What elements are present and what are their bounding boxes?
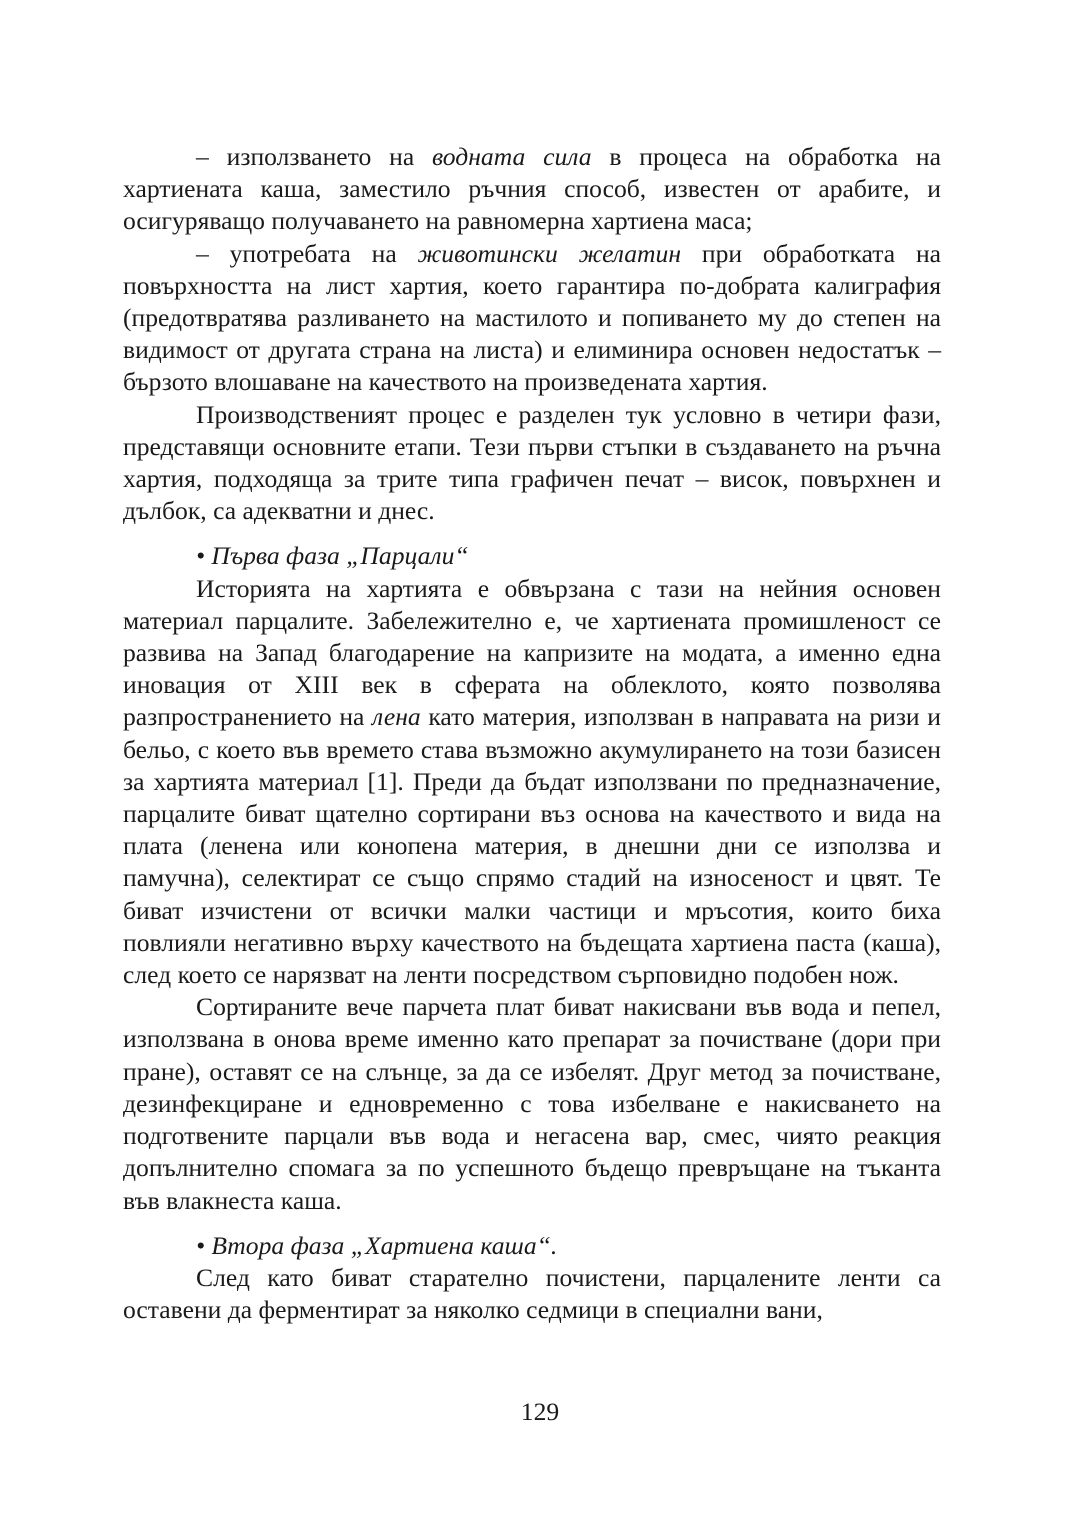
heading-phase-one <box>123 540 941 572</box>
paragraph-text: като материя, използван в направата на ризи и бельо, с което във времето става възможно акумулирането на този базисен за хартията материал [1]. Преди да бъдат използвани по предназначение, парцалите биват щателно сортирани въз основа на качеството и вида на плата (ленена или конопена материя, в днешни дни се използва и памучна), селектират се също спрямо стадий на износеност и цвят. Те биват изчистени от всички малки частици и мръсотия, които биха повлияли негативно върху качеството на бъдещата хартиена паста (каша), след което се нарязват на ленти посредством сърповидно подобен нож. <box>123 702 941 990</box>
paragraph-water-power <box>123 141 941 238</box>
paragraph-text: Историята на хартията е обвързана с тази на нейния основен материал парцалите. Забележително е, че хартиената промишленост се развива на Запад благодарение на капризите на модата, а именно една иновация от XIII век в сферата на облеклото, която позволява разпространението на <box>123 573 941 732</box>
heading-text: • Втора фаза „Хартиена каша“. <box>196 1230 558 1260</box>
paragraph-text: при обработката на повърхността на лист хартия, което гарантира по-добрата калиграфия (предотвратява разливането на мастилото и попиването му до степен на видимост от другата страна на листа) и елиминира основен недостатък – бързото влошаване на качеството на произведената хартия. <box>123 238 941 397</box>
paragraph-text: в процеса на обработка на хартиената каша, заместило ръчния способ, известен от арабите, и осигуряващо получаването на равномерна хартиена маса; <box>123 142 941 236</box>
heading-phase-two <box>123 1230 941 1262</box>
paragraph-text: – употребата на <box>196 238 418 268</box>
emphasis-water-power: водната сила <box>432 142 592 171</box>
paragraph-text: – използването на <box>196 142 433 171</box>
paragraph-gap <box>123 1217 941 1230</box>
emphasis-linen: лена <box>372 702 421 732</box>
paragraph-production-process: Производственият процес е разделен тук условно в четири фази, представящи основните етапи. Тези първи стъпки в създаването на ръчна хартия, подходяща за трите типа графичен печат – висок, повърхнен и дълбок, са адекватни и днес. <box>123 399 941 526</box>
paragraph-soaking: Сортираните вече парчета плат биват накисвани във вода и пепел, използвана в онова време именно като препарат за почистване (дори при пране), оставят се на слънце, за да се избелят. Друг метод за почистване, дезинфекциране и едновременно с това избелване е накисването на подготвените парцали във вода и негасена вар, смес, чиято реакция допълнително спомага за по успешното бъдещо превръщане на тъканта във влакнеста каша. <box>123 992 941 1215</box>
paragraph-gelatin <box>123 238 941 399</box>
emphasis-animal-gelatin: животински желатин <box>417 238 682 268</box>
heading-text: • Първа фаза „Парцали“ <box>196 541 469 571</box>
body-text <box>123 141 941 1326</box>
paragraph-fermentation: След като биват старателно почистени, парцалените ленти са оставени да ферментират за няколко седмици в специални вани, <box>123 1262 941 1325</box>
paragraph-rags-history <box>123 573 941 992</box>
paragraph-gap <box>123 527 941 540</box>
page-number: 129 <box>520 1397 560 1426</box>
